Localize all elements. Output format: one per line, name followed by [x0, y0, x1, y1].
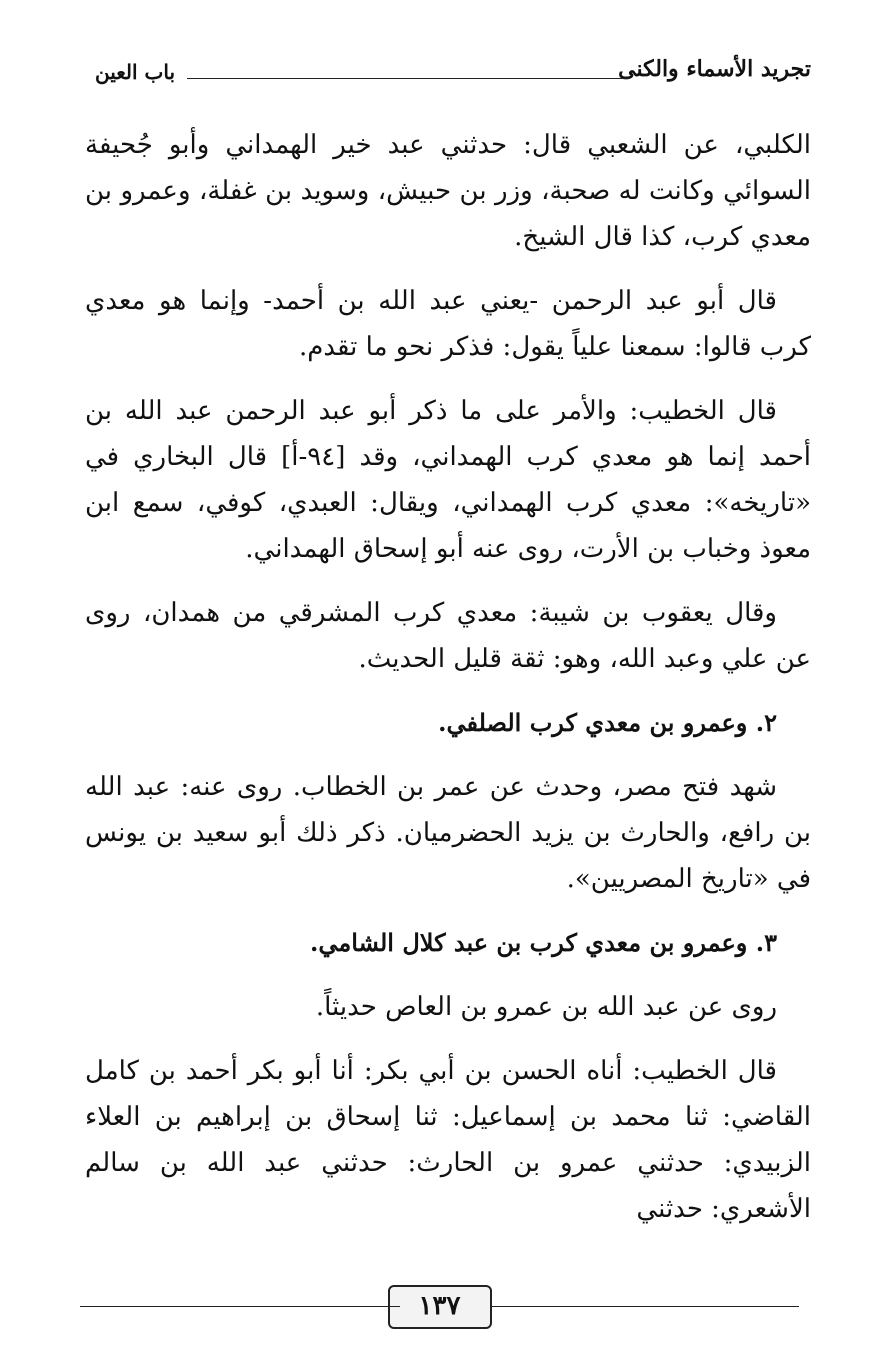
footer-rule-right [479, 1306, 799, 1307]
entry-2-text: شهد فتح مصر، وحدث عن عمر بن الخطاب. روى عنه: عبد الله بن رافع، والحارث بن يزيد الحضرميان. ذكر ذلك أبو سعيد بن يونس في «تاريخ المصريين». [85, 772, 811, 894]
page-body [85, 122, 811, 1232]
running-header [95, 50, 811, 96]
entry-3-text: روى عن عبد الله بن عمرو بن العاص حديثاً. [315, 992, 777, 1022]
entry-3-text-2: قال الخطيب: أناه الحسن بن أبي بكر: أنا أبو بكر أحمد بن كامل القاضي: ثنا محمد بن إسماعيل: ثنا إسحاق بن إبراهيم بن العلاء الزبيدي: حدثني عمرو بن الحارث: حدثني عبد الله بن سالم الأشعري: حدثني [85, 1056, 811, 1224]
header-rule [187, 78, 629, 79]
page-footer [80, 1285, 799, 1329]
paragraph-1: الكلبي، عن الشعبي قال: حدثني عبد خير الهمداني وأبو جُحيفة السوائي وكانت له صحبة، وزر بن حبيش، وسويد بن غفلة، وعمرو بن معدي كرب، كذا قال الشيخ. [85, 130, 811, 252]
entry-3-heading: ٣. وعمرو بن معدي كرب بن عبد كلال الشامي. [310, 928, 777, 957]
footer-rule-left [80, 1306, 400, 1307]
paragraph-2: قال أبو عبد الرحمن -يعني عبد الله بن أحمد- وإنما هو معدي كرب قالوا: سمعنا علياً يقول: فذكر نحو ما تقدم. [85, 286, 811, 362]
entry-2-heading: ٢. وعمرو بن معدي كرب الصلفي. [438, 708, 777, 737]
paragraph-4: وقال يعقوب بن شيبة: معدي كرب المشرقي من همدان، روى عن علي وعبد الله، وهو: ثقة قليل الحديث. [85, 598, 811, 674]
paragraph-3: قال الخطيب: والأمر على ما ذكر أبو عبد الرحمن عبد الله بن أحمد إنما هو معدي كرب الهمداني، وقد [٩٤-أ] قال البخاري في «تاريخه»: معدي كرب الهمداني، ويقال: العبدي، كوفي، سمع ابن معوذ وخباب بن الأرت، روى عنه أبو إسحاق الهمداني. [85, 396, 811, 564]
book-title: تجريد الأسماء والكنى [618, 56, 811, 82]
chapter-title: باب العين [95, 60, 176, 84]
page-number: ١٣٧ [388, 1285, 492, 1329]
